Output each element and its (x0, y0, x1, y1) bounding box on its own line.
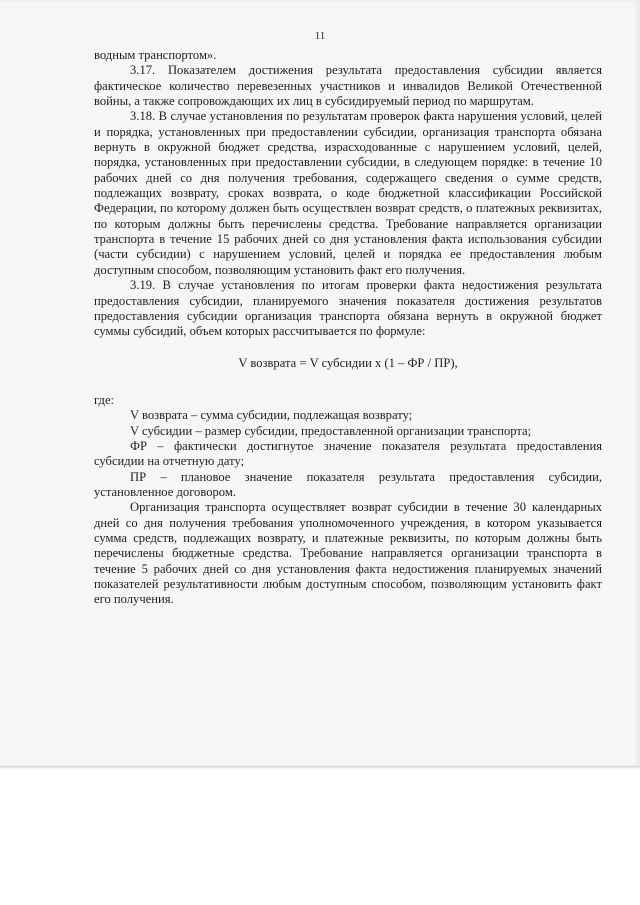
paragraph-continuation: водным транспортом». (94, 48, 217, 62)
definition-fr: ФР – фактически достигнутое значение показателя результата предоставления субсидии на отчетную дату; (94, 438, 602, 469)
sheet-bottom-edge (0, 766, 640, 769)
paragraph-3-18: 3.18. В случае установления по результатам проверок факта нарушения условий, целей и порядка, установленных при предоставлении субсидии, организация транспорта обязана вернуть в окружной бюджет средства, израсходованные с нарушением условий, целей, порядка, установленных при предоставлении субсидии, в следующем порядке: в течение 10 рабочих дней со дня получения требования, содержащего сведения о сумме средств, подлежащих возврату, сроках возврата, о коде бюджетной классификации Российской Федерации, по которому должен быть осуществлен возврат средств, о платежных реквизитах, по которым должны быть перечислены средства. Требование направляется организации транспорта в течение 15 рабочих дней со дня установления факта использования субсидии (части субсидии) с нарушением условий, целей и порядка ее предоставления любым доступным способом, позволяющим установить факт его получения. (94, 109, 602, 277)
paragraph-3-17: 3.17. Показателем достижения результата предоставления субсидии является фактическое количество перевезенных участников и инвалидов Великой Отечественной войны, а также сопровождающих их лиц в субсидируемый период по маршрутам. (94, 63, 602, 109)
definition-pr: ПР – плановое значение показателя результата предоставления субсидии, установленное договором. (94, 469, 602, 499)
document-body (94, 48, 602, 608)
paragraph-refund-procedure: Организация транспорта осуществляет возврат субсидии в течение 30 календарных дней со дня получения требования уполномоченного учреждения, в котором указывается сумма средств, подлежащих возврату, и платежные реквизиты, по которым должны быть перечислены бюджетные средства. Требование направляется организации транспорта в течение 5 рабочих дней со дня установления факта недостижения планируемых значений показателей результативности любым доступным способом, позволяющим установить факт его получения. (94, 500, 602, 607)
definition-v-refund: V возврата – сумма субсидии, подлежащая возврату; (130, 408, 413, 423)
refund-formula: V возврата = V субсидии x (1 – ФР / ПР), (238, 355, 458, 370)
formula-where-label: где: (94, 392, 115, 407)
page-number: 11 (314, 30, 326, 42)
paragraph-3-19: 3.19. В случае установления по итогам проверки факта недостижения результата предоставления субсидии, планируемого значения показателя достижения результатов предоставления субсидии организация транспорта обязана вернуть в окружной бюджет суммы субсидий, объем которых рассчитывается по формуле: (94, 278, 602, 339)
definition-v-subsidy: V субсидии – размер субсидии, предоставленной организации транспорта; (130, 423, 532, 438)
